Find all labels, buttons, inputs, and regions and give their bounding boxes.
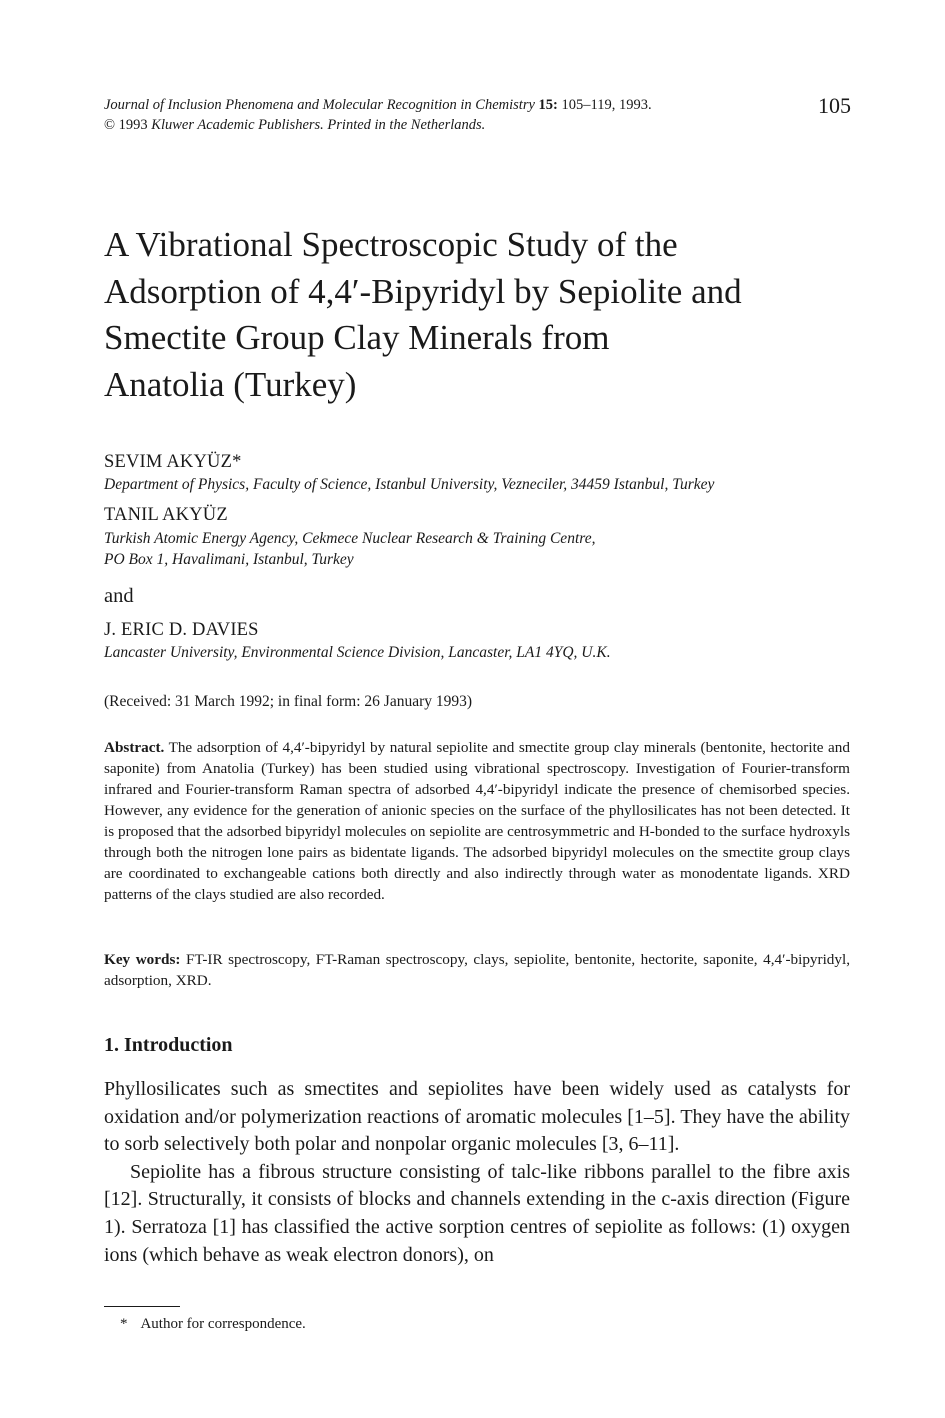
paragraph: Sepiolite has a fibrous structure consisting of talc-like ribbons parallel to the fibre axis [12]. Structurally, it consists of blocks and channels extending in the c-axis direction (Figure 1). Serratoza [1] has classified the active sorption centres of sepiolite as follows: (1) oxygen ions (which behave as weak electron donors), on bbox=[104, 1160, 850, 1266]
journal-line-2 bbox=[104, 115, 784, 135]
affiliation-line: PO Box 1, Havalimani, Istanbul, Turkey bbox=[104, 551, 354, 568]
author-affiliation bbox=[104, 528, 884, 570]
paper-title bbox=[104, 222, 824, 408]
paragraph: Phyllosilicates such as smectites and sepiolites have been widely used as catalysts for oxidation and/or polymerization reactions of aromatic molecules [1–5]. They have the ability to sorb selectively both polar and nonpolar organic molecules [3, 6–11]. bbox=[104, 1078, 850, 1156]
journal-line-1 bbox=[104, 95, 784, 115]
copyright-year: 1993 bbox=[118, 117, 148, 133]
affiliation-line: Department of Physics, Faculty of Science, Istanbul University, Vezneciler, 34459 Istanbul, Turkey bbox=[104, 476, 715, 493]
title-line: Anatolia (Turkey) bbox=[104, 364, 357, 404]
abstract-label: Abstract. bbox=[104, 739, 165, 756]
affiliation-line: Lancaster University, Environmental Science Division, Lancaster, LA1 4YQ, U.K. bbox=[104, 644, 611, 661]
abstract bbox=[104, 737, 850, 905]
publisher-line: Kluwer Academic Publishers. Printed in the Netherlands. bbox=[151, 117, 486, 133]
copyright-symbol: © bbox=[104, 117, 116, 133]
footnote bbox=[120, 1316, 306, 1333]
footnote-rule bbox=[104, 1306, 180, 1307]
footnote-marker: * bbox=[120, 1316, 128, 1332]
journal-citation bbox=[104, 95, 784, 135]
author-affiliation bbox=[104, 642, 884, 663]
title-line: Adsorption of 4,4′-Bipyridyl by Sepiolite and bbox=[104, 271, 742, 311]
journal-name: Journal of Inclusion Phenomena and Molecular Recognition in Chemistry bbox=[104, 97, 535, 113]
keywords-text: FT-IR spectroscopy, FT-Raman spectroscopy, clays, sepiolite, bentonite, hectorite, saponite, 4,4′-bipyridyl, adsorption, XRD. bbox=[104, 951, 850, 989]
author-name: TANIL AKYÜZ bbox=[104, 505, 228, 525]
title-line: Smectite Group Clay Minerals from bbox=[104, 318, 610, 357]
section-body bbox=[104, 1076, 850, 1269]
journal-volume: 15: bbox=[538, 97, 558, 113]
page-number: 105 bbox=[818, 93, 851, 118]
abstract-text: The adsorption of 4,4′-bipyridyl by natural sepiolite and smectite group clay minerals (bentonite, hectorite and saponite) from Anatolia (Turkey) has been studied using vibrational spectroscopy. Investigation of Fourier-transform infrared and Fourier-transform Raman spectra of adsorbed 4,4′-bipyridyl indicate the presence of chemisorbed species. However, any evidence for the generation of anionic species on the surface of the phyllosilicates has not been detected. It is proposed that the adsorbed bipyridyl molecules on sepiolite are centrosymmetric and H-bonded to the surface hydroxyls through both the nitrogen lone pairs as bidentate ligands. The adsorbed bipyridyl molecules on the smectite group clays are coordinated to exchangeable cations both directly and also indirectly through water as monodentate ligands. XRD patterns of the clays studied are also recorded. bbox=[104, 739, 850, 903]
and-connector: and bbox=[104, 585, 134, 607]
footnote-text: Author for correspondence. bbox=[140, 1316, 306, 1332]
section-heading: 1. Introduction bbox=[104, 1034, 233, 1056]
keywords-label: Key words: bbox=[104, 951, 181, 968]
author-name: SEVIM AKYÜZ* bbox=[104, 452, 242, 472]
author-affiliation bbox=[104, 474, 884, 495]
author-name: J. ERIC D. DAVIES bbox=[104, 620, 259, 640]
received-dates: (Received: 31 March 1992; in final form: 26 January 1993) bbox=[104, 693, 473, 710]
affiliation-line: Turkish Atomic Energy Agency, Cekmece Nuclear Research & Training Centre, bbox=[104, 530, 596, 547]
journal-pages-year: 105–119, 1993. bbox=[561, 97, 652, 113]
keywords bbox=[104, 949, 850, 991]
title-line: A Vibrational Spectroscopic Study of the bbox=[104, 225, 678, 264]
